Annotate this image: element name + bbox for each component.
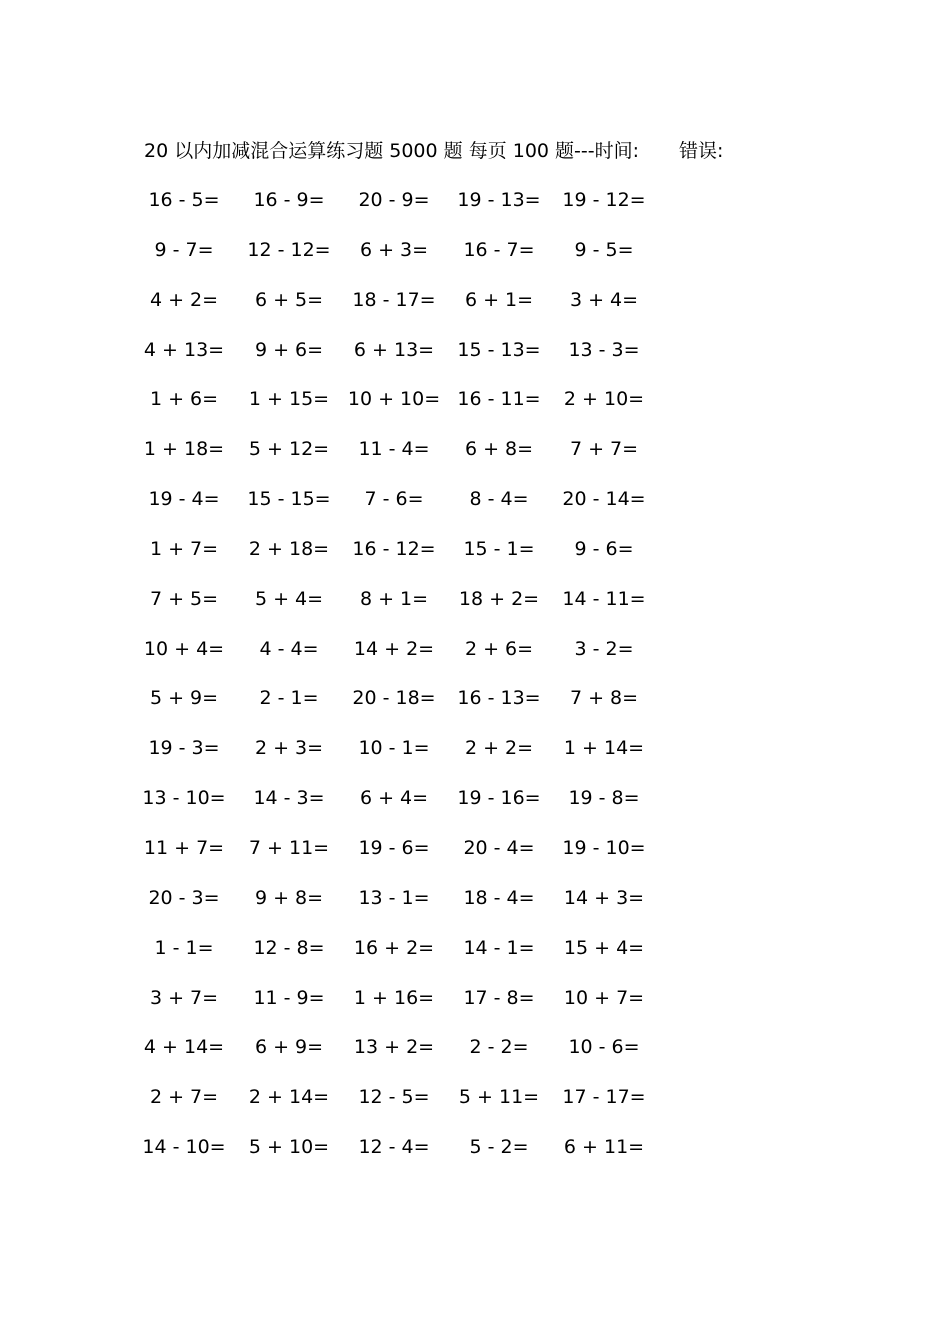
problem-row [140,1032,680,1082]
math-problem: 1 + 14= [563,737,645,760]
math-problem: 14 - 3= [253,787,325,810]
math-problem: 16 - 7= [463,238,535,261]
problem-row [140,584,680,634]
math-problem: 6 + 13= [353,338,435,361]
math-problem: 18 + 2= [458,587,540,610]
math-problem: 16 - 13= [457,687,541,710]
math-problem: 19 - 16= [457,787,541,810]
math-problem: 16 - 9= [253,189,325,211]
math-problem: 19 - 13= [457,189,541,211]
math-problem: 2 + 2= [464,737,534,760]
problem-row [140,933,680,983]
math-problem: 16 + 2= [353,936,435,959]
problem-row [140,733,680,783]
math-problem: 12 - 5= [358,1086,430,1109]
math-problem: 14 + 3= [563,886,645,909]
math-problem: 16 - 12= [352,537,436,560]
problem-row [140,484,680,534]
math-problem: 20 - 18= [352,687,436,710]
math-problem: 13 + 2= [353,1036,435,1059]
math-problem: 6 + 11= [563,1136,645,1159]
math-problem: 17 - 17= [562,1086,646,1109]
math-problem: 8 - 4= [469,488,529,511]
problem-row [140,185,680,235]
math-problem: 14 - 1= [463,936,535,959]
math-problem: 14 + 2= [353,637,435,660]
problem-row [140,1082,680,1132]
math-problem: 19 - 10= [562,836,646,859]
error-count-label: 错误: [679,140,724,162]
math-problem: 16 - 11= [457,388,541,411]
math-problem: 10 - 6= [568,1036,640,1059]
math-problem: 4 + 13= [143,338,225,361]
math-problem: 5 + 12= [248,438,330,461]
problem-row [140,833,680,883]
math-problem: 2 + 18= [248,537,330,560]
math-problem: 8 + 1= [359,587,429,610]
math-problem: 16 - 5= [148,189,220,211]
math-problem: 1 + 18= [143,438,225,461]
math-problem: 1 + 16= [353,986,435,1009]
math-problem: 11 - 4= [358,438,430,461]
math-problem: 19 - 4= [148,488,220,511]
worksheet-title: 20 以内加减混合运算练习题 5000 题 每页 100 题---时间: [144,140,640,162]
problem-row [140,683,680,733]
math-problem: 7 - 6= [364,488,424,511]
math-problem: 9 - 6= [574,537,634,560]
math-problem: 5 + 11= [458,1086,540,1109]
math-problem: 19 - 3= [148,737,220,760]
math-problem: 18 - 4= [463,886,535,909]
math-problem: 15 - 1= [463,537,535,560]
math-problem: 14 - 11= [562,587,646,610]
problem-grid [140,185,680,1182]
math-problem: 10 + 10= [347,388,441,411]
math-problem: 15 - 15= [247,488,331,511]
math-problem: 11 + 7= [143,836,225,859]
math-problem: 13 - 10= [142,787,226,810]
math-problem: 4 - 4= [259,637,319,660]
math-problem: 6 + 9= [254,1036,324,1059]
math-problem: 3 + 7= [149,986,219,1009]
problem-row [140,534,680,584]
math-problem: 11 - 9= [253,986,325,1009]
problem-row [140,634,680,684]
math-problem: 9 + 8= [254,886,324,909]
math-problem: 13 - 3= [568,338,640,361]
problem-row [140,235,680,285]
math-problem: 15 - 13= [457,338,541,361]
math-problem: 9 - 7= [154,238,214,261]
math-problem: 3 - 2= [574,637,634,660]
math-problem: 20 - 14= [562,488,646,511]
math-problem: 2 - 1= [259,687,319,710]
worksheet-header [144,137,723,165]
problem-row [140,983,680,1033]
math-problem: 19 - 12= [562,189,646,211]
math-problem: 18 - 17= [352,288,436,311]
math-problem: 12 - 4= [358,1136,430,1159]
problem-row [140,335,680,385]
math-problem: 1 - 1= [154,936,214,959]
math-problem: 7 + 7= [569,438,639,461]
math-problem: 19 - 6= [358,836,430,859]
math-problem: 6 + 8= [464,438,534,461]
math-problem: 5 + 9= [149,687,219,710]
problem-row [140,384,680,434]
math-problem: 20 - 4= [463,836,535,859]
math-problem: 12 - 12= [247,238,331,261]
math-problem: 1 + 15= [248,388,330,411]
math-problem: 4 + 2= [149,288,219,311]
math-problem: 7 + 5= [149,587,219,610]
math-problem: 2 + 7= [149,1086,219,1109]
math-problem: 5 + 4= [254,587,324,610]
math-problem: 14 - 10= [142,1136,226,1159]
math-problem: 5 - 2= [469,1136,529,1159]
math-problem: 10 - 1= [358,737,430,760]
problem-row [140,1132,680,1182]
math-problem: 9 + 6= [254,338,324,361]
math-problem: 1 + 6= [149,388,219,411]
math-problem: 13 - 1= [358,886,430,909]
math-problem: 2 + 14= [248,1086,330,1109]
math-problem: 6 + 5= [254,288,324,311]
math-problem: 3 + 4= [569,288,639,311]
math-problem: 2 + 10= [563,388,645,411]
math-problem: 20 - 3= [148,886,220,909]
math-problem: 1 + 7= [149,537,219,560]
math-problem: 19 - 8= [568,787,640,810]
math-problem: 20 - 9= [358,189,430,211]
math-problem: 9 - 5= [574,238,634,261]
math-problem: 10 + 4= [143,637,225,660]
math-problem: 5 + 10= [248,1136,330,1159]
math-problem: 4 + 14= [143,1036,225,1059]
math-problem: 2 + 3= [254,737,324,760]
math-problem: 7 + 11= [248,836,330,859]
math-problem: 15 + 4= [563,936,645,959]
math-problem: 2 - 2= [469,1036,529,1059]
math-problem: 6 + 1= [464,288,534,311]
math-problem: 7 + 8= [569,687,639,710]
math-problem: 17 - 8= [463,986,535,1009]
math-problem: 2 + 6= [464,637,534,660]
problem-row [140,434,680,484]
math-problem: 10 + 7= [563,986,645,1009]
math-problem: 6 + 3= [359,238,429,261]
math-problem: 6 + 4= [359,787,429,810]
problem-row [140,883,680,933]
problem-row [140,783,680,833]
problem-row [140,285,680,335]
math-problem: 12 - 8= [253,936,325,959]
